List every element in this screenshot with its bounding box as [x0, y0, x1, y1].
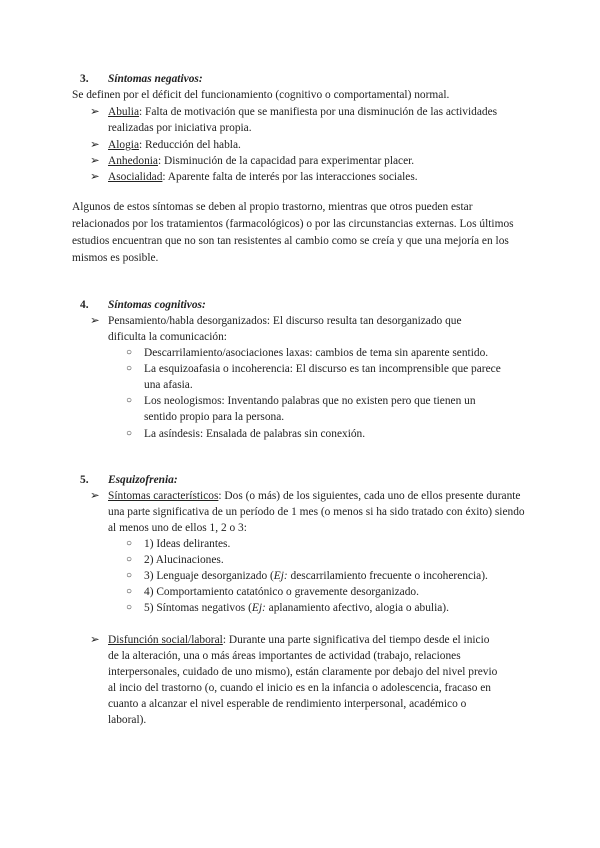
list-item — [90, 137, 530, 153]
list-item — [90, 169, 530, 185]
circle-bullet-icon: ○ — [126, 538, 133, 549]
term-abulia: Abulia — [108, 106, 140, 118]
list-item — [126, 584, 526, 600]
section-4-title: Síntomas cognitivos: — [108, 299, 206, 311]
arrow-bullet-icon: ➢ — [90, 490, 100, 502]
list-item — [126, 361, 501, 393]
definition-caracteristicos: : Dos (o más) de los siguientes, cada uno de ellos presente durante una parte significativa de un período de 1 mes (o menos si ha sido tratado con éxito) siendo al menos uno de ellos 1, 2 o 3: — [108, 490, 525, 534]
list-item — [126, 600, 526, 616]
list-item — [126, 536, 526, 552]
section-5-heading — [80, 472, 178, 488]
circle-bullet-icon: ○ — [126, 554, 133, 565]
term-anhedonia: Anhedonia — [108, 155, 158, 167]
arrow-bullet-icon: ➢ — [90, 139, 100, 151]
list-item — [90, 488, 535, 536]
list-item — [126, 552, 526, 568]
example-label: Ej: — [273, 570, 288, 582]
list-item — [126, 568, 526, 584]
definition-anhedonia: : Disminución de la capacidad para experimentar placer. — [157, 155, 415, 167]
term-alogia: Alogia — [108, 139, 140, 151]
subitem-text: 2) Alucinaciones. — [144, 554, 224, 566]
circle-bullet-icon: ○ — [126, 347, 133, 358]
subitem-text: La esquizoafasia o incoherencia: El discurso es tan incomprensible que parece una afasia. — [144, 363, 501, 391]
circle-bullet-icon: ○ — [126, 602, 133, 613]
list-item — [126, 426, 526, 442]
disorganized-speech-text: Pensamiento/habla desorganizados: El discurso resulta tan desorganizado que dificulta la comunicación: — [108, 315, 462, 343]
subitem-text: 4) Comportamiento catatónico o gravemente desorganizado. — [144, 586, 419, 598]
definition-abulia: : Falta de motivación que se manifiesta por una disminución de las actividades realizadas por iniciativa propia. — [108, 106, 498, 134]
definition-disfuncion: : Durante una parte significativa del tiempo desde el inicio de la alteración, una o más áreas importantes de actividad (trabajo, relaciones interpersonales, cuidado de uno mismo), están claramente por debajo del nivel previo al incio del trastorno (o, cuando el inicio es en la infancia o adolescencia, fracaso en cuanto a alcanzar el nivel esperable de rendimiento interpersonal, académico o laboral). — [108, 634, 498, 726]
circle-bullet-icon: ○ — [126, 395, 133, 406]
term-caracteristicos: Síntomas característicos — [108, 490, 219, 502]
circle-bullet-icon: ○ — [126, 363, 133, 374]
circle-bullet-icon: ○ — [126, 570, 133, 581]
section-3-title: Síntomas negativos: — [108, 73, 203, 85]
list-item — [90, 632, 500, 728]
subitem-text: 5) Síntomas negativos ( — [144, 602, 252, 614]
section-4-number: 4. — [80, 299, 89, 311]
list-item — [126, 393, 511, 425]
circle-bullet-icon: ○ — [126, 428, 133, 439]
definition-asocialidad: : Aparente falta de interés por las interacciones sociales. — [162, 171, 418, 183]
definition-alogia: : Reducción del habla. — [139, 139, 241, 151]
example-label: Ej: — [251, 602, 266, 614]
section-5-title: Esquizofrenia: — [108, 474, 178, 486]
list-item — [126, 345, 526, 361]
arrow-bullet-icon: ➢ — [90, 106, 100, 118]
subitem-text: 1) Ideas delirantes. — [144, 538, 231, 550]
subitem-text: aplanamiento afectivo, alogia o abulia). — [265, 602, 449, 614]
subitem-text: Los neologismos: Inventando palabras que no existen pero que tienen un sentido propio para la persona. — [144, 395, 476, 423]
arrow-bullet-icon: ➢ — [90, 155, 100, 167]
subitem-text: Descarrilamiento/asociaciones laxas: cambios de tema sin aparente sentido. — [144, 347, 489, 359]
section-3-heading — [80, 71, 203, 87]
section-3-paragraph: Algunos de estos síntomas se deben al propio trastorno, mientras que otros pueden estar relacionados por los tratamientos (farmacológicos) o por las circunstancias externas. Los últimos estudios encuentran que no son tan resistentes al cambio como se creía y que una mejoría en los mismos es posible. — [72, 201, 514, 264]
arrow-bullet-icon: ➢ — [90, 315, 100, 327]
arrow-bullet-icon: ➢ — [90, 634, 100, 646]
section-4-heading — [80, 297, 206, 313]
list-item — [90, 104, 530, 136]
subitem-text: descarrilamiento frecuente o incoherencia). — [287, 570, 488, 582]
term-asocialidad: Asocialidad — [108, 171, 163, 183]
subitem-text: 3) Lenguaje desorganizado ( — [144, 570, 274, 582]
section-3-number: 3. — [80, 73, 89, 85]
list-item — [90, 153, 530, 169]
circle-bullet-icon: ○ — [126, 586, 133, 597]
section-5-number: 5. — [80, 474, 89, 486]
arrow-bullet-icon: ➢ — [90, 171, 100, 183]
subitem-text: La asíndesis: Ensalada de palabras sin conexión. — [144, 428, 366, 440]
term-disfuncion: Disfunción social/laboral — [108, 634, 223, 646]
list-item — [90, 313, 490, 345]
section-3-intro: Se definen por el déficit del funcionamiento (cognitivo o comportamental) normal. — [72, 89, 450, 101]
